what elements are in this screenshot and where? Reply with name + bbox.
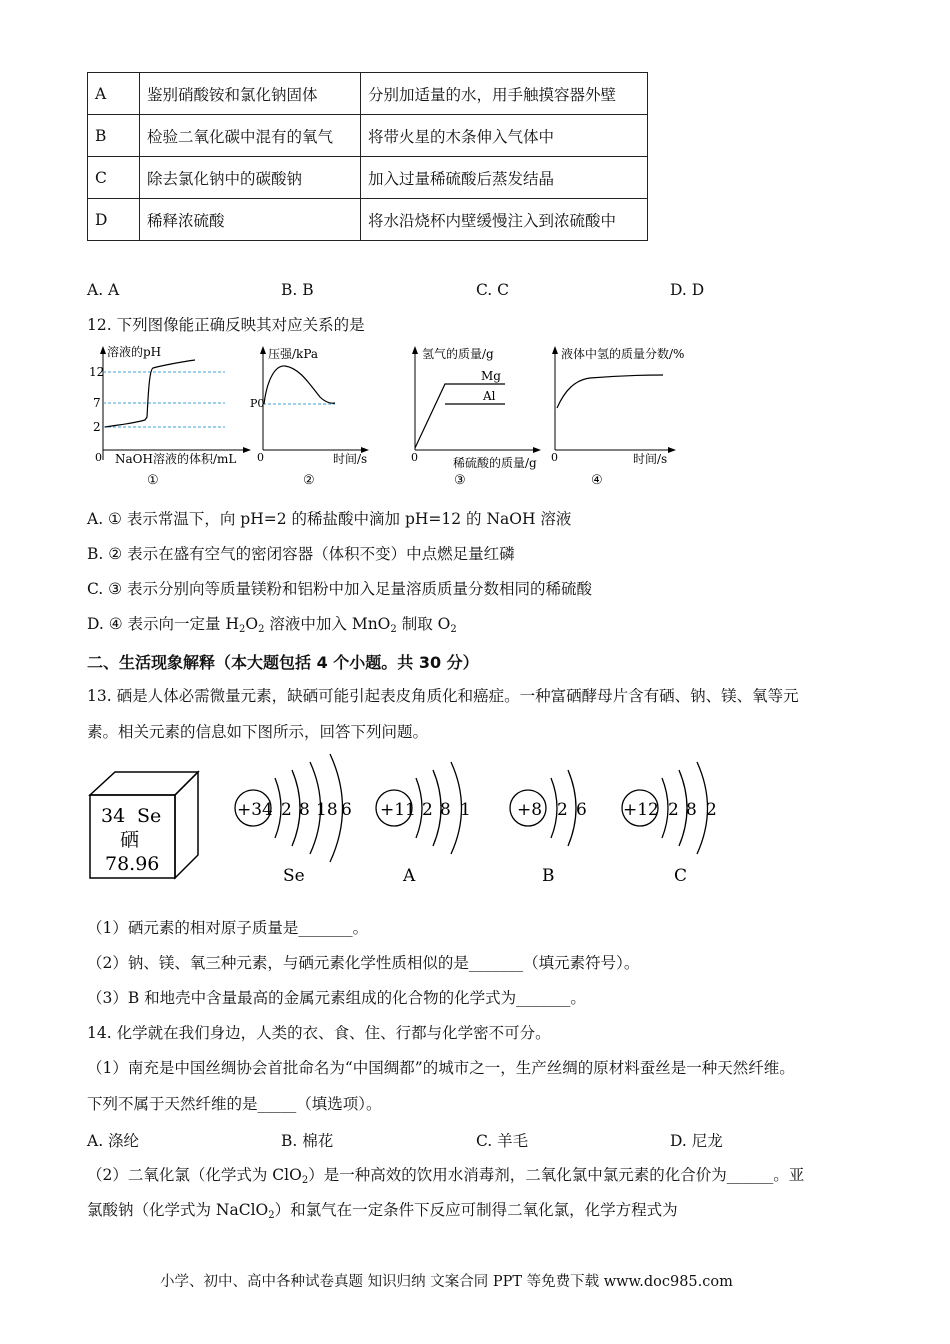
q11-choice-c: C. C <box>476 281 510 299</box>
element-number: 34 <box>101 805 126 827</box>
svg-text:2: 2 <box>281 800 292 820</box>
q13-sub3: （3）B 和地壳中含量最高的金属元素组成的化合物的化学式为_______。 <box>87 989 586 1007</box>
g3-xlabel: 稀硫酸的质量/g <box>453 456 537 470</box>
svg-text:2: 2 <box>557 800 568 820</box>
q14-choice-c: C. 羊毛 <box>476 1132 529 1150</box>
svg-text:6: 6 <box>341 800 352 820</box>
g4-xlabel: 时间/s <box>633 452 668 466</box>
g1-tick-2: 2 <box>93 420 101 434</box>
table-cell-letter: D <box>88 199 140 241</box>
g1-xlabel: NaOH溶液的体积/mL <box>115 452 237 466</box>
atom-b-label: B <box>542 866 555 886</box>
q12-option-b: B. ② 表示在盛有空气的密闭容器（体积不变）中点燃足量红磷 <box>87 545 515 563</box>
graph-4 <box>551 346 684 488</box>
table-cell-purpose: 鉴别硝酸铵和氯化钠固体 <box>140 73 361 115</box>
q14-line1: 14. 化学就在我们身边，人类的衣、食、住、行都与化学密不可分。 <box>87 1024 551 1042</box>
table-row <box>88 115 648 157</box>
q14-sub2a: （2）二氧化氯（化学式为 ClO$_2$）是一种高效的饮用水消毒剂，二氧化氯中氯元素的化合价为______。亚 <box>87 1166 805 1186</box>
g1-num: ① <box>147 473 159 488</box>
svg-text:8: 8 <box>686 800 697 820</box>
table-row <box>88 157 648 199</box>
element-mass: 78.96 <box>105 853 160 875</box>
g3-curve-al: Al <box>483 389 496 403</box>
svg-text:+34: +34 <box>237 800 273 820</box>
svg-text:18: 18 <box>316 800 338 820</box>
svg-text:1: 1 <box>460 800 471 820</box>
q13-figure <box>85 750 735 895</box>
table-row <box>88 73 648 115</box>
svg-text:2: 2 <box>706 800 717 820</box>
g1-ylabel: 溶液的pH <box>107 345 162 359</box>
svg-text:2: 2 <box>422 800 433 820</box>
q13-line2: 素。相关元素的信息如下图所示，回答下列问题。 <box>87 723 429 741</box>
q13-line1: 13. 硒是人体必需微量元素，缺硒可能引起表皮角质化和癌症。一种富硒酵母片含有硒、钠、镁、氧等元 <box>87 687 799 705</box>
svg-text:6: 6 <box>576 800 587 820</box>
graph-1 <box>89 344 251 488</box>
atom-c <box>622 762 717 886</box>
table-cell-method: 将带火星的木条伸入气体中 <box>361 115 648 157</box>
g4-origin: 0 <box>551 451 558 464</box>
atom-c-label: C <box>674 866 688 886</box>
g4-num: ④ <box>591 473 603 488</box>
table-cell-method: 加入过量稀硫酸后蒸发结晶 <box>361 157 648 199</box>
q12-option-d: D. ④ 表示向一定量 $H_2O_2$ 溶液中加入 MnO$_2$ 制取 $O_2$ <box>87 615 457 635</box>
q11-choice-b: B. B <box>281 281 314 299</box>
options-table <box>87 72 648 241</box>
element-symbol: Se <box>137 805 162 827</box>
section-2-heading: 二、生活现象解释（本大题包括 4 个小题。共 30 分） <box>87 653 479 672</box>
g2-tick-p0: P0 <box>250 397 265 410</box>
table-cell-purpose: 除去氯化钠中的碳酸钠 <box>140 157 361 199</box>
g2-xlabel: 时间/s <box>333 452 368 466</box>
svg-text:+12: +12 <box>623 800 659 820</box>
g3-origin: 0 <box>411 451 418 464</box>
atom-se <box>235 754 352 886</box>
table-cell-purpose: 检验二氧化碳中混有的氧气 <box>140 115 361 157</box>
q12-stem: 12. 下列图像能正确反映其对应关系的是 <box>87 316 365 334</box>
atom-b <box>510 770 587 886</box>
svg-text:8: 8 <box>440 800 451 820</box>
g1-tick-7: 7 <box>93 396 101 410</box>
q13-sub1: （1）硒元素的相对原子质量是_______。 <box>87 919 369 937</box>
q14-sub2b: 氯酸钠（化学式为 NaClO$_2$）和氯气在一定条件下反应可制得二氧化氯，化学方程式为 <box>87 1201 678 1221</box>
g1-tick-12: 12 <box>89 365 105 379</box>
table-cell-letter: B <box>88 115 140 157</box>
atom-se-label: Se <box>283 866 305 886</box>
graph-3 <box>411 346 541 488</box>
q14-choice-a: A. 涤纶 <box>87 1132 140 1150</box>
svg-text:+8: +8 <box>517 800 543 820</box>
q12-option-a: A. ① 表示常温下，向 pH=2 的稀盐酸中滴加 pH=12 的 NaOH 溶液 <box>87 510 572 528</box>
table-cell-letter: A <box>88 73 140 115</box>
q14-choice-b: B. 棉花 <box>281 1132 334 1150</box>
g2-num: ② <box>303 473 315 488</box>
page-footer: 小学、初中、高中各种试卷真题 知识归纳 文案合同 PPT 等免费下载 www.doc985.com <box>160 1274 733 1290</box>
q11-choice-d: D. D <box>670 281 705 299</box>
q14-sub1a: （1）南充是中国丝绸协会首批命名为“中国绸都”的城市之一，生产丝绸的原材料蚕丝是一种天然纤维。 <box>87 1059 795 1077</box>
q13-sub2: （2）钠、镁、氧三种元素，与硒元素化学性质相似的是_______（填元素符号）。 <box>87 954 640 972</box>
atom-a <box>376 762 471 886</box>
q12-graphs <box>85 340 705 490</box>
svg-text:8: 8 <box>299 800 310 820</box>
g3-curve-mg: Mg <box>481 369 501 383</box>
atom-a-label: A <box>403 866 416 886</box>
svg-text:2: 2 <box>668 800 679 820</box>
g3-ylabel: 氢气的质量/g <box>422 347 494 361</box>
table-cell-purpose: 稀释浓硫酸 <box>140 199 361 241</box>
q14-sub1b: 下列不属于天然纤维的是_____（填选项）。 <box>87 1095 382 1113</box>
g1-origin: 0 <box>95 451 102 464</box>
graph-2 <box>250 346 369 488</box>
g2-origin: 0 <box>257 451 264 464</box>
g2-ylabel: 压强/kPa <box>268 347 319 361</box>
table-row <box>88 199 648 241</box>
table-cell-method: 将水沿烧杯内壁缓慢注入到浓硫酸中 <box>361 199 648 241</box>
q11-choice-a: A. A <box>87 281 120 299</box>
table-cell-letter: C <box>88 157 140 199</box>
table-cell-method: 分别加适量的水，用手触摸容器外壁 <box>361 73 648 115</box>
q12-option-c: C. ③ 表示分别向等质量镁粉和铝粉中加入足量溶质质量分数相同的稀硫酸 <box>87 580 592 598</box>
g4-ylabel: 液体中氢的质量分数/% <box>561 347 685 361</box>
g3-num: ③ <box>454 473 466 488</box>
element-name: 硒 <box>120 829 140 851</box>
q14-choice-d: D. 尼龙 <box>670 1132 723 1150</box>
svg-text:+11: +11 <box>380 800 416 820</box>
